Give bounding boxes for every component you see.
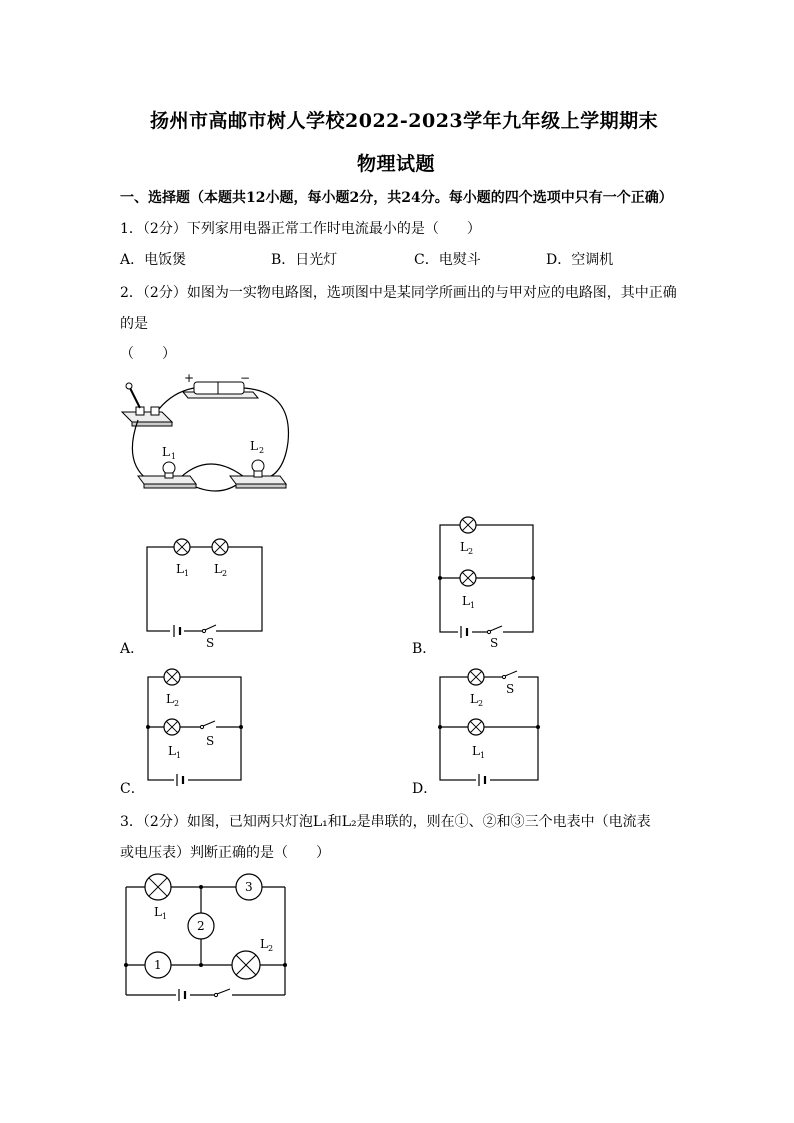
b-l1-label: L — [462, 594, 470, 608]
a-switch-label: S — [206, 636, 215, 650]
q2-option-b-label: B． — [412, 641, 437, 657]
q2-option-d-label: D． — [412, 781, 438, 797]
q1-option-d: D．空调机 — [546, 252, 614, 268]
d-l1-label: L — [472, 744, 480, 758]
q3-l2-sub: 2 — [268, 944, 274, 953]
q1-stem: 1．（2分）下列家用电器正常工作时电流最小的是（ ） — [120, 221, 481, 237]
d-l2-label: L — [470, 692, 478, 706]
q3-l2-label: L — [260, 937, 268, 951]
q2-real-circuit-figure — [118, 372, 298, 497]
a-l2-sub: 2 — [222, 569, 228, 578]
b-l1-sub: 1 — [470, 601, 476, 610]
l2-photo-sub: 2 — [259, 446, 265, 455]
section-heading: 一、选择题（本题共12小题，每小题2分，共24分。每小题的四个选项中只有一个正确） — [120, 190, 673, 206]
q3-l1-label: L — [154, 905, 162, 919]
d-l1-sub: 1 — [480, 751, 486, 760]
q2-stem-line2: 的是 — [120, 316, 148, 332]
c-l2-label: L — [166, 692, 174, 706]
q2-option-c-label: C． — [120, 781, 145, 797]
q3-stem-line2: 或电压表）判断正确的是（ ） — [120, 845, 330, 861]
meter-3-label: 3 — [245, 880, 253, 894]
b-l2-sub: 2 — [468, 547, 474, 556]
meter-2-label: 2 — [197, 919, 205, 933]
q2-option-a-label: A． — [120, 641, 145, 657]
c-switch-label: S — [206, 734, 215, 748]
q1-option-b: B．日光灯 — [271, 252, 338, 268]
battery-minus-label: − — [240, 371, 251, 385]
l1-photo-label: L — [162, 445, 170, 459]
q3-stem-line1: 3．（2分）如图，已知两只灯泡L₁和L₂是串联的，则在①、②和③三个电表中（电流表 — [120, 814, 651, 830]
battery-plus-label: + — [184, 371, 195, 385]
q1-option-a: A．电饭煲 — [120, 252, 187, 268]
q1-option-c: C．电熨斗 — [414, 252, 481, 268]
c-l1-sub: 1 — [176, 751, 182, 760]
l1-photo-sub: 1 — [171, 452, 177, 461]
page-title: 扬州市高邮市树人学校2022-2023学年九年级上学期期末 — [150, 110, 659, 132]
q2-option-a-diagram — [140, 535, 270, 650]
q2-stem-line1: 2．（2分）如图为一实物电路图，选项图中是某同学所画出的与甲对应的电路图，其中正确 — [120, 285, 677, 301]
a-l2-label: L — [214, 562, 222, 576]
q2-option-d-diagram — [432, 665, 547, 795]
d-switch-label: S — [506, 682, 515, 696]
l2-photo-label: L — [250, 439, 258, 453]
b-l2-label: L — [460, 540, 468, 554]
q2-option-c-diagram — [140, 665, 250, 795]
c-l1-label: L — [168, 744, 176, 758]
b-switch-label: S — [490, 636, 499, 650]
a-l1-label: L — [176, 562, 184, 576]
d-l2-sub: 2 — [478, 699, 484, 708]
q2-stem-line3: （ ） — [120, 346, 176, 362]
q3-l1-sub: 1 — [162, 912, 168, 921]
q2-option-b-diagram — [432, 515, 547, 650]
meter-1-label: 1 — [154, 958, 162, 972]
q3-circuit-diagram — [118, 870, 293, 1005]
c-l2-sub: 2 — [174, 699, 180, 708]
a-l1-sub: 1 — [184, 569, 190, 578]
page-subtitle: 物理试题 — [357, 153, 436, 175]
